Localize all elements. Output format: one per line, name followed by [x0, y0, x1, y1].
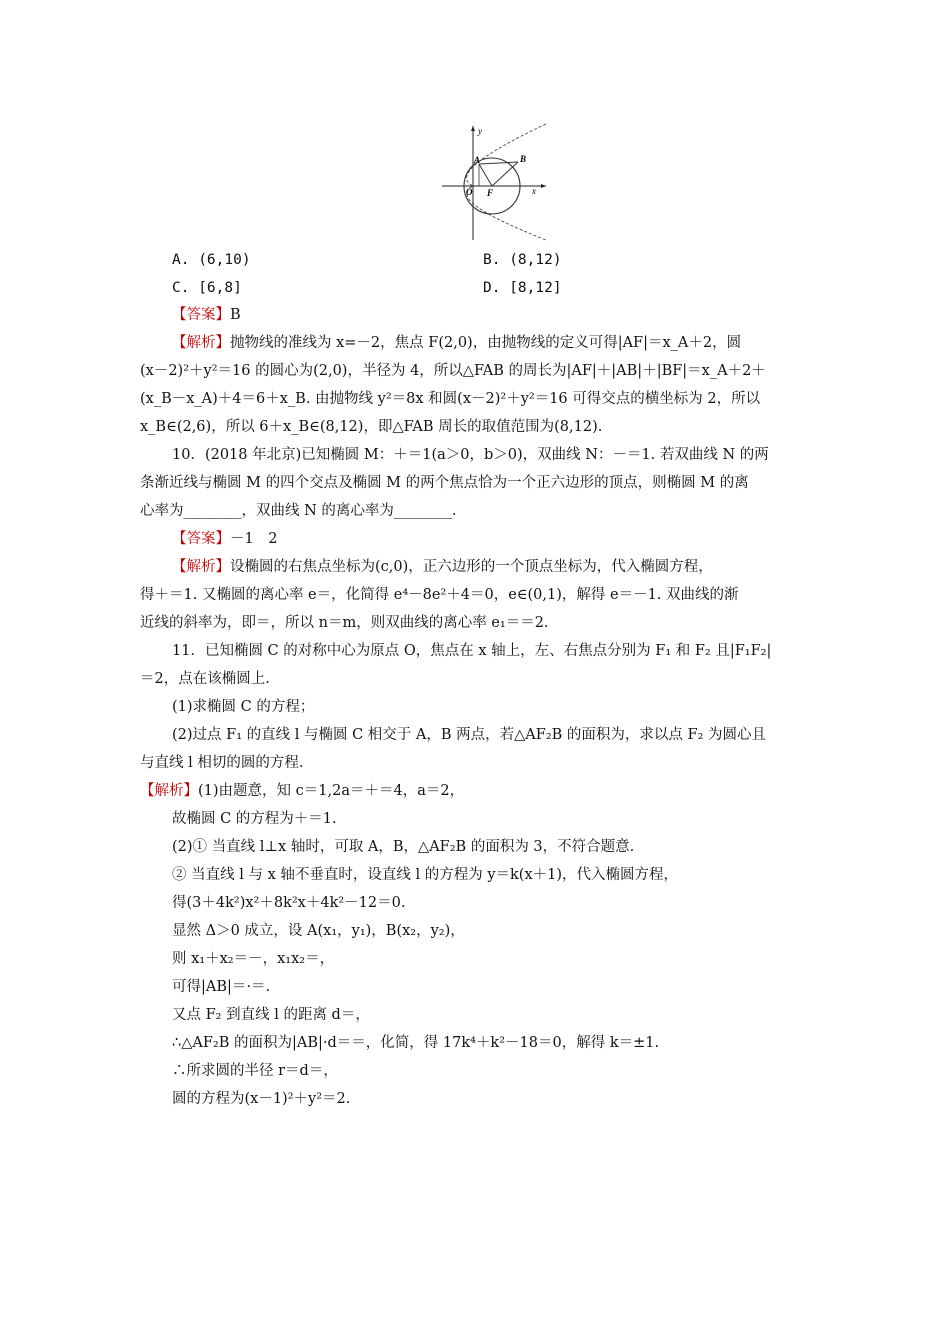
option-a: A. (6,10) [172, 252, 251, 268]
q9-analysis-line-3: (x_B－x_A)＋4＝6＋x_B. 由抛物线 y²＝8x 和圆(x－2)²＋y²＝16 可得交点的横坐标为 2，所以 [140, 391, 761, 407]
option-c: C. [6,8] [172, 280, 242, 296]
answer-tag: 【答案】 [172, 307, 230, 323]
figure-svg [440, 122, 550, 242]
q10-stem-line-2: 条渐近线与椭圆 M 的四个交点及椭圆 M 的两个焦点恰为一个正六边形的顶点，则椭圆 M 的离 [140, 475, 749, 491]
q11-analysis-line-2: 故椭圆 C 的方程为＋＝1. [172, 811, 337, 827]
answer-value: －1 2 [230, 531, 278, 547]
analysis-tag: 【解析】 [140, 783, 198, 799]
q11-analysis-line-7: 则 x₁＋x₂＝－，x₁x₂＝， [172, 951, 335, 967]
q11-analysis-line-3: (2)① 当直线 l⊥x 轴时，可取 A，B，△AF₂B 的面积为 3，不符合题意. [172, 839, 635, 855]
q9-analysis-line-4: x_B∈(2,6)，所以 6＋x_B∈(8,12)，即△FAB 周长的取值范围为(8,12). [140, 419, 603, 435]
y-axis-arrow [471, 126, 475, 131]
x-axis-arrow [541, 184, 546, 188]
q11-analysis-line-11: ∴所求圆的半径 r＝d＝， [172, 1063, 338, 1079]
segment-AB [479, 162, 518, 164]
q10-analysis-line-1 [172, 557, 713, 577]
label-y: y [478, 126, 482, 136]
answer-value: B [230, 307, 241, 323]
q11-stem-line-4: (2)过点 F₁ 的直线 l 与椭圆 C 相交于 A，B 两点，若△AF₂B 的面积为，求以点 F₂ 为圆心且 [172, 727, 766, 743]
q10-answer [172, 529, 277, 549]
q11-analysis-line-6: 显然 Δ＞0 成立，设 A(x₁，y₁)，B(x₂，y₂)， [172, 923, 465, 939]
q10-stem-line-1: 10．(2018 年北京)已知椭圆 M：＋＝1(a＞0，b＞0)，双曲线 N：－＝1. 若双曲线 N 的两 [172, 447, 769, 463]
parabola-dashed [467, 124, 546, 240]
analysis-text: 设椭圆的右焦点坐标为(c,0)，正六边形的一个顶点坐标为，代入椭圆方程， [230, 559, 713, 575]
label-x: x [532, 186, 536, 196]
q11-analysis-line-12: 圆的方程为(x－1)²＋y²＝2. [172, 1091, 351, 1107]
analysis-tag: 【解析】 [172, 335, 230, 351]
label-O: O [466, 187, 473, 197]
q10-stem-line-3: 心率为________，双曲线 N 的离心率为________. [140, 503, 457, 519]
geometry-figure [440, 122, 550, 242]
q11-analysis-line-8: 可得|AB|＝·＝. [172, 979, 271, 995]
q9-analysis-line-1 [172, 333, 741, 353]
option-b: B. (8,12) [483, 252, 562, 268]
q11-analysis-line-1 [140, 781, 464, 801]
label-A: A [474, 155, 481, 165]
q11-stem-line-1: 11．已知椭圆 C 的对称中心为原点 O，焦点在 x 轴上，左、右焦点分别为 F₁ 和 F₂ 且|F₁F₂| [172, 643, 772, 659]
q11-analysis-line-5: 得(3＋4k²)x²＋8k²x＋4k²－12＝0. [172, 895, 406, 911]
label-B: B [520, 154, 527, 164]
analysis-text: (1)由题意，知 c＝1,2a＝＋＝4，a＝2， [198, 783, 465, 799]
option-d: D. [8,12] [483, 280, 562, 296]
analysis-text: 抛物线的准线为 x=－2，焦点 F(2,0)，由抛物线的定义可得|AF|＝x_A＋2，圆 [230, 335, 742, 351]
analysis-tag: 【解析】 [172, 559, 230, 575]
q11-stem-line-2: ＝2，点在该椭圆上. [140, 671, 270, 687]
q10-analysis-line-3: 近线的斜率为，即＝，所以 n＝m，则双曲线的离心率 e₁＝＝2. [140, 615, 549, 631]
segment-BF [492, 162, 518, 186]
q11-stem-line-3: (1)求椭圆 C 的方程； [172, 699, 315, 715]
q9-analysis-line-2: (x－2)²＋y²＝16 的圆心为(2,0)，半径为 4，所以△FAB 的周长为|AF|＋|AB|＋|BF|＝x_A＋2＋ [140, 363, 766, 379]
segment-AF [479, 164, 492, 186]
q11-stem-line-5: 与直线 l 相切的圆的方程. [140, 755, 304, 771]
answer-tag: 【答案】 [172, 531, 230, 547]
q11-analysis-line-10: ∴△AF₂B 的面积为|AB|·d＝＝，化简，得 17k⁴＋k²－18＝0，解得 k＝±1. [172, 1035, 660, 1051]
q9-answer [172, 305, 241, 325]
label-F: F [487, 188, 494, 198]
q10-analysis-line-2: 得＋＝1. 又椭圆的离心率 e＝，化简得 e⁴－8e²＋4＝0，e∈(0,1)，解得 e＝－1. 双曲线的渐 [140, 587, 739, 603]
q11-analysis-line-4: ② 当直线 l 与 x 轴不垂直时，设直线 l 的方程为 y＝k(x＋1)，代入椭圆方程， [172, 867, 679, 883]
q11-analysis-line-9: 又点 F₂ 到直线 l 的距离 d＝， [172, 1007, 370, 1023]
